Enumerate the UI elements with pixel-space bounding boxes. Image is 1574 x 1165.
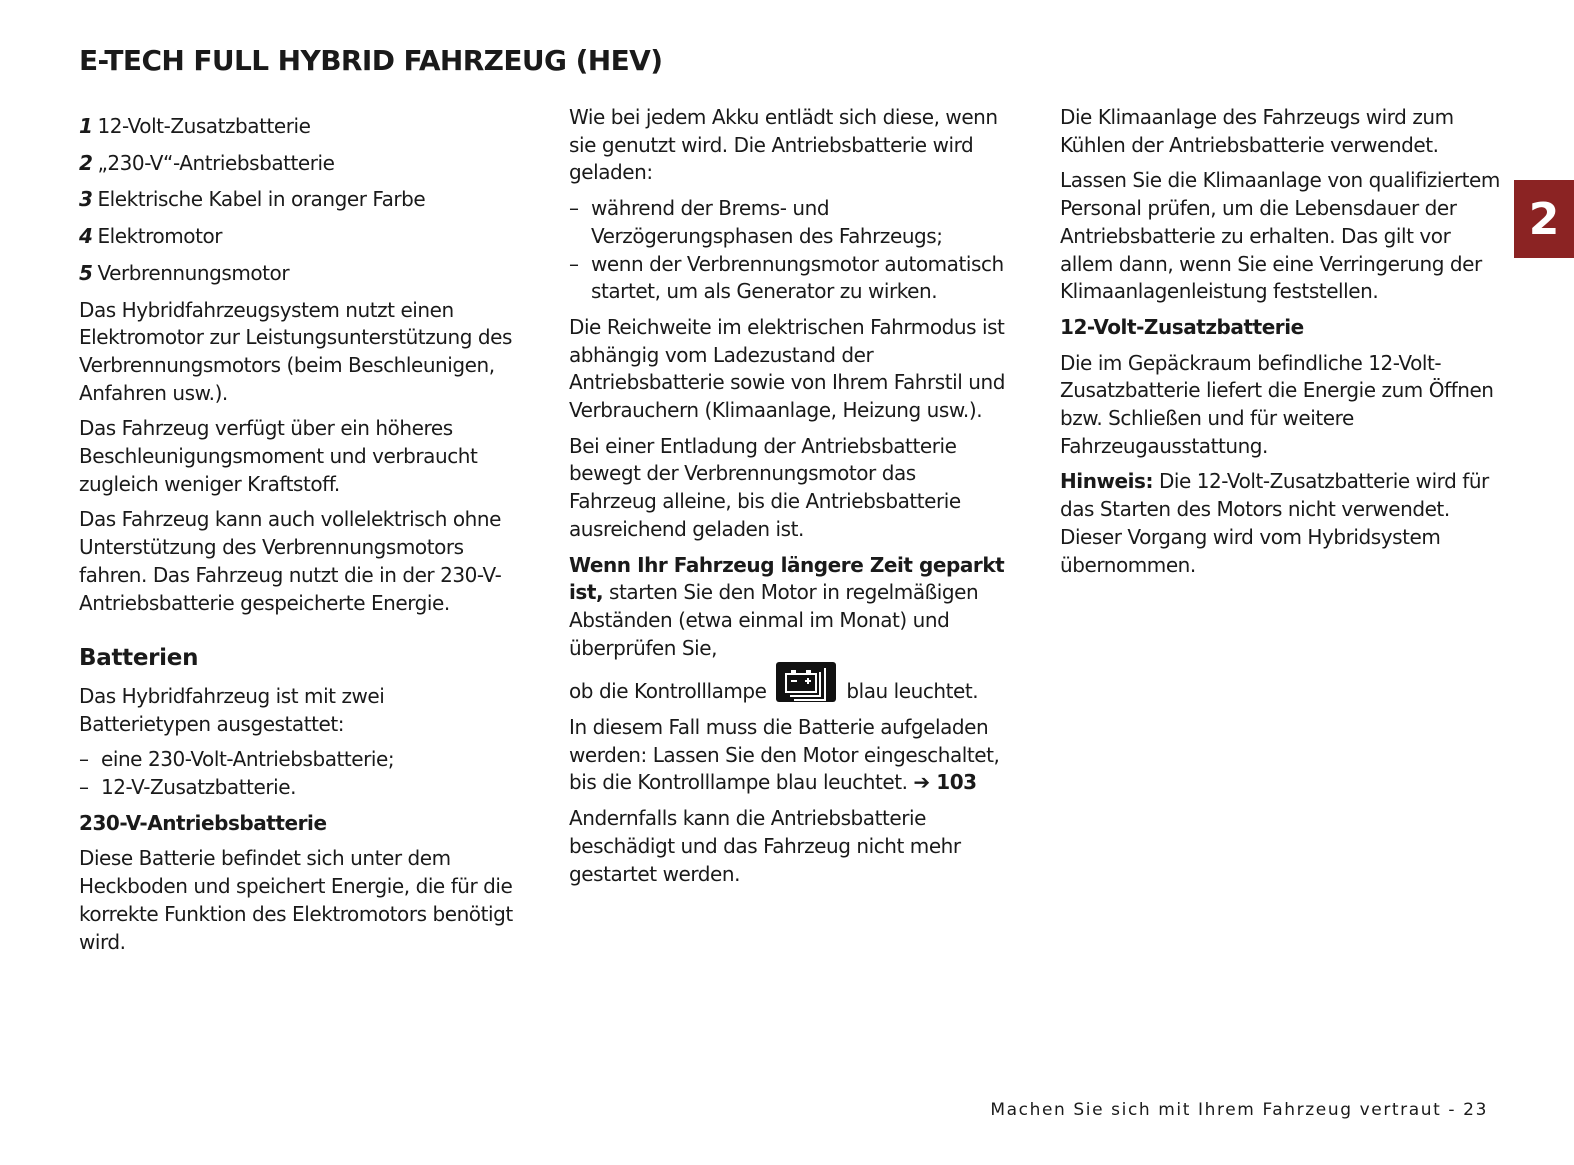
- list-item: – während der Brems- und Verzögerungsphasen des Fahrzeugs;: [569, 195, 1009, 250]
- paragraph-text: Die 12-Volt-Zusatzbatterie wird für das Starten des Motors nicht verwendet. Dieser Vorgang wird vom Hybridsystem übernommen.: [1060, 469, 1489, 577]
- paragraph: Die Reichweite im elektrischen Fahrmodus ist abhängig vom Ladezustand der Antriebsbatterie sowie von Ihrem Fahrstil und Verbrauchern (Klimaanlage, Heizung usw.).: [569, 314, 1005, 423]
- list-item: – eine 230-Volt-Antriebsbatterie;: [79, 746, 519, 774]
- paragraph-text: In diesem Fall muss die Batterie aufgeladen werden: Lassen Sie den Motor eingeschaltet, bis die Kontrolllampe blau leuchtet.: [569, 715, 1000, 795]
- legend-text: Elektrische Kabel in oranger Farbe: [97, 187, 426, 212]
- legend-text: Verbrennungsmotor: [97, 260, 290, 285]
- battery-types-list: [79, 746, 519, 801]
- legend-item: [79, 186, 519, 214]
- paragraph: Die Klimaanlage des Fahrzeugs wird zum Kühlen der Antriebsbatterie verwendet.: [1060, 105, 1454, 157]
- legend-number: 2: [79, 150, 93, 175]
- paragraph: Diese Batterie befindet sich unter dem Heckboden und speichert Energie, die für die korrekte Funktion des Elektromotors benötigt wird.: [79, 846, 513, 954]
- paragraph: Lassen Sie die Klimaanlage von qualifiziertem Personal prüfen, um die Lebensdauer der Antriebsbatterie zu erhalten. Das gilt vor allem dann, wenn Sie eine Verringerung der Klimaanlagenleistung feststellen.: [1060, 168, 1500, 304]
- legend-text: „230-V“-Antriebsbatterie: [97, 150, 335, 175]
- paragraph: Wie bei jedem Akku entlädt sich diese, wenn sie genutzt wird. Die Antriebsbatterie wird geladen:: [569, 105, 998, 185]
- paragraph: Andernfalls kann die Antriebsbatterie beschädigt und das Fahrzeug nicht mehr gestartet werden.: [569, 806, 961, 886]
- legend-text: Elektromotor: [97, 224, 223, 249]
- list-item: – 12-V-Zusatzbatterie.: [79, 774, 519, 802]
- paragraph-text: starten Sie den Motor in regelmäßigen Abständen (etwa einmal im Monat) und überprüfen Sie,: [569, 580, 979, 660]
- bold-lead: Wenn Ihr Fahrzeug längere Zeit geparkt ist,: [569, 552, 1005, 605]
- paragraph-lamp: [569, 662, 1009, 706]
- list-item: – wenn der Verbrennungsmotor automatisch startet, um als Generator zu wirken.: [569, 251, 1009, 306]
- paragraph-text: blau leuchtet.: [846, 679, 979, 704]
- paragraph: Die im Gepäckraum befindliche 12-Volt-Zusatzbatterie liefert die Energie zum Öffnen bzw. Schließen und für weitere Fahrzeugausstattung.: [1060, 350, 1494, 458]
- column-3: [1060, 104, 1500, 587]
- legend-number: 4: [79, 224, 93, 249]
- column-2: [569, 104, 1009, 896]
- paragraph: Das Fahrzeug kann auch vollelektrisch ohne Unterstützung des Verbrennungsmotors fahren. Das Fahrzeug nutzt die in der 230-V-Antriebsbatterie gespeicherte Energie.: [79, 507, 502, 615]
- paragraph: Bei einer Entladung der Antriebsbatterie bewegt der Verbrennungsmotor das Fahrzeug alleine, bis die Antriebsbatterie ausreichend geladen ist.: [569, 433, 961, 541]
- legend-list: [79, 113, 519, 288]
- page-footer: Machen Sie sich mit Ihrem Fahrzeug vertraut - 23: [990, 1100, 1488, 1120]
- sub-heading-aux-battery: 12-Volt-Zusatzbatterie: [1060, 314, 1304, 339]
- paragraph-parked: [569, 552, 1009, 663]
- paragraph: [569, 714, 1009, 797]
- page-title: E-TECH FULL HYBRID FAHRZEUG (HEV): [79, 44, 663, 77]
- chapter-tab[interactable]: 2: [1514, 180, 1574, 258]
- legend-item: [79, 223, 519, 251]
- column-1: [79, 104, 519, 964]
- charging-list: [569, 195, 1009, 306]
- legend-number: 5: [79, 260, 93, 285]
- sub-heading-hv-battery: 230-V-Antriebsbatterie: [79, 810, 327, 835]
- legend-item: [79, 260, 519, 288]
- paragraph: Das Hybridfahrzeugsystem nutzt einen Elektromotor zur Leistungsunterstützung des Verbrennungsmotors (beim Beschleunigen, Anfahren usw.).: [79, 297, 512, 405]
- legend-item: [79, 113, 519, 141]
- legend-number: 3: [79, 187, 93, 212]
- paragraph: Das Hybridfahrzeug ist mit zwei Batterietypen ausgestattet:: [79, 683, 385, 736]
- legend-text: 12-Volt-Zusatzbatterie: [97, 114, 311, 138]
- paragraph: Das Fahrzeug verfügt über ein höheres Beschleunigungsmoment und verbraucht zugleich weniger Kraftstoff.: [79, 416, 478, 496]
- legend-item: [79, 150, 519, 178]
- battery-warning-lamp-icon: [776, 662, 836, 702]
- paragraph-note: [1060, 468, 1500, 579]
- legend-number: 1: [79, 114, 93, 138]
- paragraph-text: ob die Kontrolllampe: [569, 679, 767, 704]
- note-label: Hinweis:: [1060, 469, 1154, 494]
- section-heading-batteries: Batterien: [79, 645, 199, 672]
- page-reference-link[interactable]: ➔ 103: [913, 770, 977, 795]
